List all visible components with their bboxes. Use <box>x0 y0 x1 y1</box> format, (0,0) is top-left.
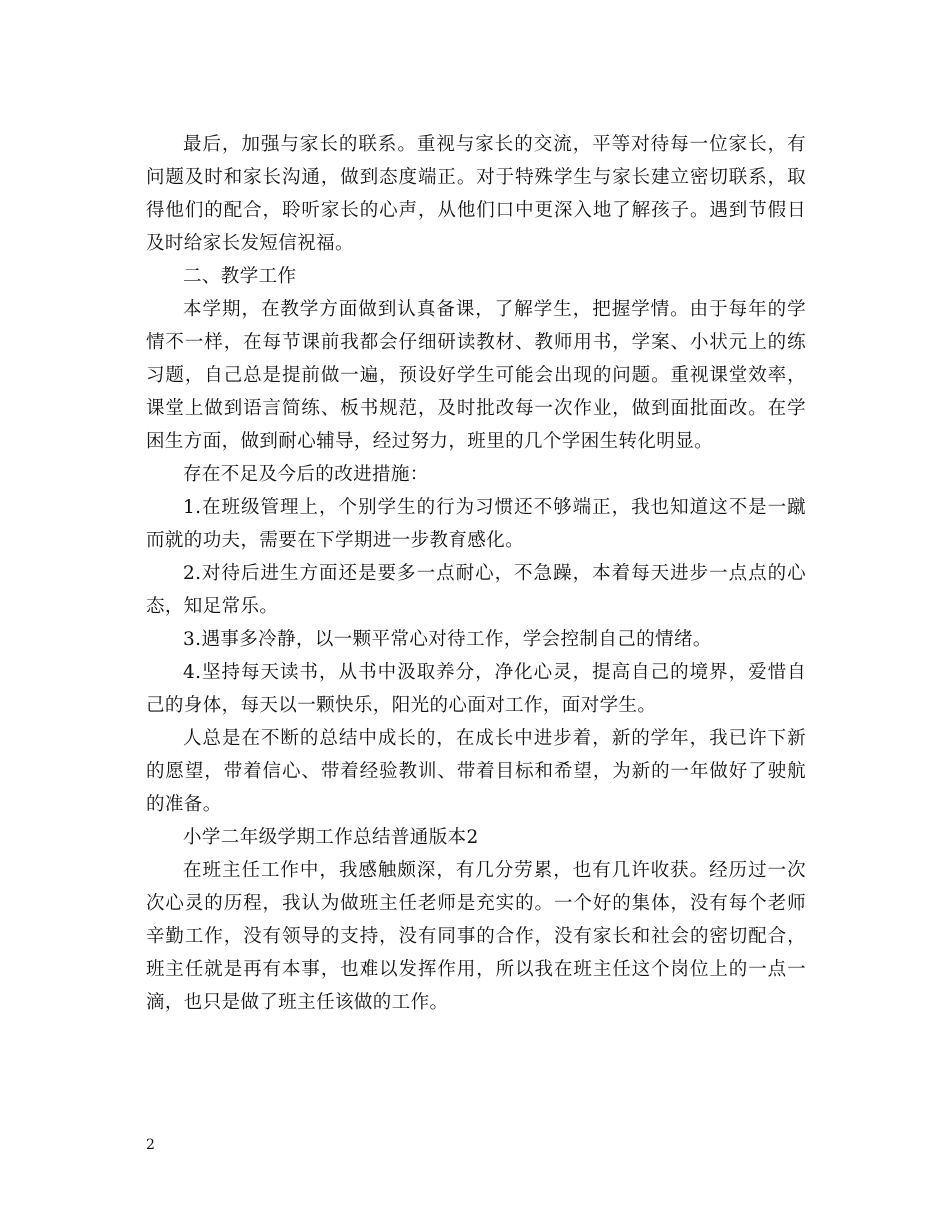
page-number: 2 <box>146 1137 155 1153</box>
paragraph-conclusion: 人总是在不断的总结中成长的，在成长中进步着，新的学年，我已许下新的愿望，带着信心、带着经验教训、带着目标和希望，为新的一年做好了驶航的准备。 <box>146 728 806 815</box>
paragraph-improvement-heading: 存在不足及今后的改进措施： <box>183 464 429 485</box>
list-item-4: 4.坚持每天读书，从书中汲取养分，净化心灵，提高自己的境界，爱惜自己的身体，每天以一颗快乐，阳光的心面对工作，面对学生。 <box>146 662 806 716</box>
document-body <box>146 128 806 1019</box>
paragraph-class-teacher-work: 在班主任工作中，我感触颇深，有几分劳累，也有几许收获。经历过一次次心灵的历程，我认为做班主任老师是充实的。一个好的集体，没有每个老师辛勤工作，没有领导的支持，没有同事的合作，没有家长和社会的密切配合，班主任就是再有本事，也难以发挥作用，所以我在班主任这个岗位上的一点一滴，也只是做了班主任该做的工作。 <box>146 860 806 1013</box>
list-item-1: 1.在班级管理上，个别学生的行为习惯还不够端正，我也知道这不是一蹴而就的功夫，需要在下学期进一步教育感化。 <box>146 497 806 551</box>
paragraph-parent-contact: 最后，加强与家长的联系。重视与家长的交流，平等对待每一位家长，有问题及时和家长沟通，做到态度端正。对于特殊学生与家长建立密切联系，取得他们的配合，聆听家长的心声，从他们口中更深入地了解孩子。遇到节假日及时给家长发短信祝福。 <box>146 134 806 254</box>
list-item-3: 3.遇事多冷静，以一颗平常心对待工作，学会控制自己的情绪。 <box>183 629 712 650</box>
section-heading-teaching: 二、教学工作 <box>183 266 297 287</box>
section-title-version-2: 小学二年级学期工作总结普通版本2 <box>183 827 479 848</box>
list-item-2: 2.对待后进生方面还是要多一点耐心，不急躁，本着每天进步一点点的心态，知足常乐。 <box>146 563 806 617</box>
paragraph-teaching-work: 本学期，在教学方面做到认真备课，了解学生，把握学情。由于每年的学情不一样，在每节课前我都会仔细研读教材、教师用书，学案、小状元上的练习题，自己总是提前做一遍，预设好学生可能会出现的问题。重视课堂效率，课堂上做到语言简练、板书规范，及时批改每一次作业，做到面批面改。在学困生方面，做到耐心辅导，经过努力，班里的几个学困生转化明显。 <box>146 299 806 452</box>
